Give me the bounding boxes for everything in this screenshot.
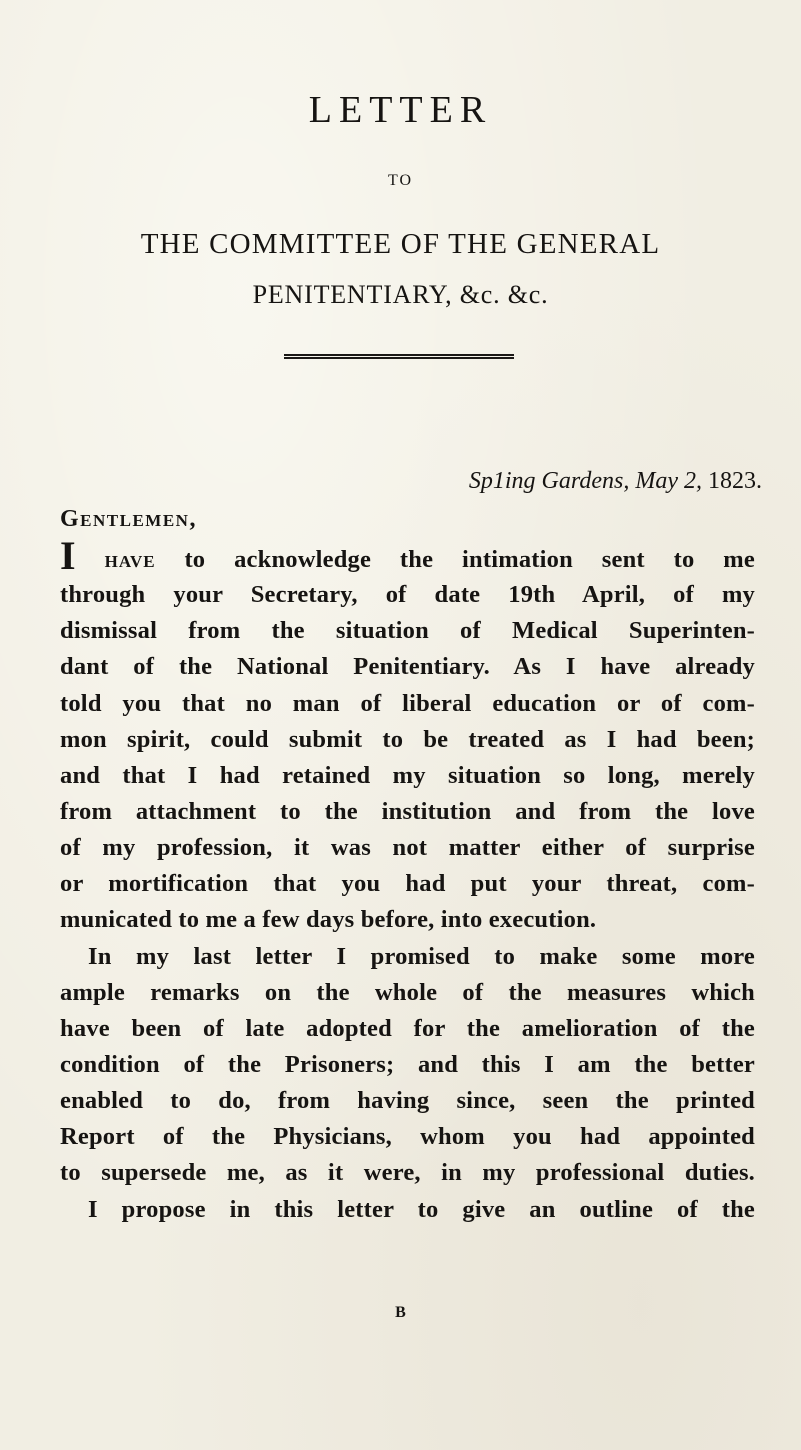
- opening-rest: to acknowledge the intimation sent to me: [184, 546, 755, 573]
- body-line: dant of the National Penitentiary. As I have already: [60, 653, 755, 681]
- body-line: through your Secretary, of date 19th April, of my: [60, 581, 755, 609]
- decorative-double-rule: [284, 354, 514, 359]
- to-label: TO: [387, 172, 414, 189]
- opening-smallcaps: have: [104, 546, 156, 573]
- dateline-year: 1823.: [708, 468, 762, 494]
- dateline-place: Sp1ing Gardens,: [468, 468, 630, 494]
- body-line: condition of the Prisoners; and this I am the better: [60, 1050, 755, 1078]
- body-line: mon spirit, could submit to be treated as I had been;: [60, 725, 755, 753]
- body-line: I propose in this letter to give an outline of the: [88, 1195, 755, 1223]
- body-line: or mortification that you had put your threat, com-: [60, 870, 755, 898]
- drop-cap: I: [60, 533, 76, 578]
- salutation: Gentlemen,: [60, 506, 197, 532]
- body-line: told you that no man of liberal education or of com-: [60, 689, 755, 717]
- body-line: enabled to do, from having since, seen the printed: [60, 1087, 755, 1115]
- body-line: to supersede me, as it were, in my professional duties.: [60, 1159, 755, 1187]
- body-line: from attachment to the institution and from the love: [60, 797, 755, 825]
- body-line: of my profession, it was not matter either of surprise: [60, 834, 755, 862]
- letter-body: [60, 533, 755, 1228]
- body-line: Report of the Physicians, whom you had appointed: [60, 1123, 755, 1151]
- body-line: municated to me a few days before, into execution.: [60, 906, 597, 934]
- heading-line-1: THE COMMITTEE OF THE GENERAL: [140, 228, 661, 260]
- body-line: In my last letter I promised to make some more: [88, 942, 755, 970]
- body-line: and that I had retained my situation so long, merely: [60, 761, 755, 789]
- body-line: ample remarks on the whole of the measures which: [60, 978, 755, 1006]
- heading-line-2: PENITENTIARY, &c. &c.: [252, 280, 549, 309]
- body-line: dismissal from the situation of Medical Superinten-: [60, 617, 755, 645]
- letter-title: LETTER: [308, 89, 493, 131]
- dateline: [0, 466, 762, 496]
- signature-mark: B: [395, 1304, 406, 1321]
- dateline-month-day: May 2,: [635, 468, 702, 494]
- body-line: have been of late adopted for the amelioration of the: [60, 1014, 755, 1042]
- body-line-opening: [60, 533, 755, 578]
